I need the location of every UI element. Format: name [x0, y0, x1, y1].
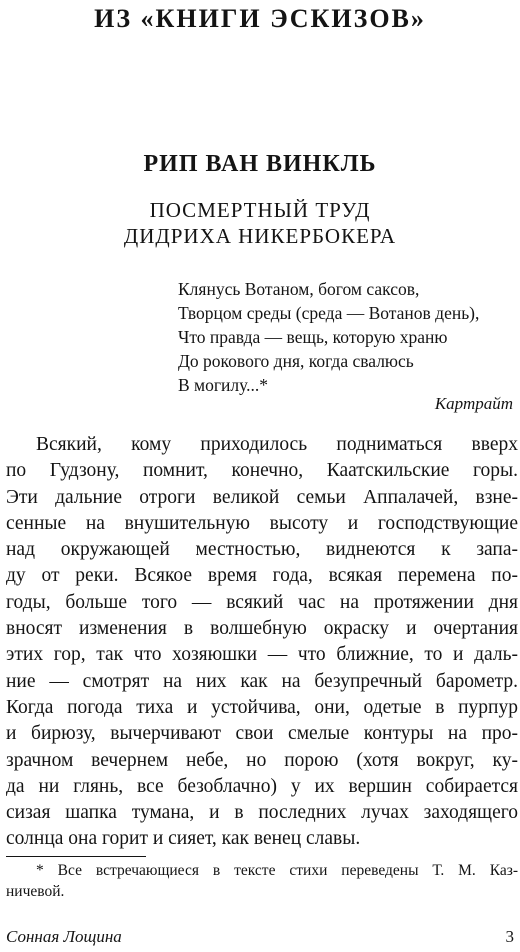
body-line: вносят изменения в волшебную окраску и очертания [6, 618, 518, 640]
body-line: да ни глянь, все безоблачно) у их вершин собирается [6, 775, 518, 797]
body-line: годы, больше того — всякий час на протяжении дня [6, 591, 518, 613]
epigraph-author: Картрайт [434, 394, 513, 413]
epigraph-line: Творцом среды (среда — Вотанов день), [178, 303, 480, 323]
body-line: Когда погода тиха и устойчива, они, одетые в пурпур [6, 696, 518, 718]
epigraph-line: Клянусь Вотаном, богом саксов, [178, 279, 420, 299]
body-line: Эти дальние отроги великой семьи Аппалачей, взне- [6, 486, 518, 508]
body-line: ние — смотрят на них как на безупречный барометр. [6, 670, 518, 692]
epigraph-line: Что правда — вещь, которую храню [178, 327, 448, 347]
subtitle-line: ДИДРИХА НИКЕРБОКЕРА [123, 224, 397, 248]
body-line: зрачном вечернем небе, но порою (хотя вокруг, ку- [6, 749, 518, 771]
story-title: РИП ВАН ВИНКЛЬ [143, 151, 377, 177]
subtitle-line: ПОСМЕРТНЫЙ ТРУД [149, 198, 371, 222]
body-line: солнца она горит и сияет, как венец славы. [6, 828, 361, 850]
footnote-line: * Все встречающиеся в тексте стихи переведены Т. М. Каз- [36, 862, 518, 879]
body-line: сизая шапка тумана, и в последних лучах заходящего [6, 802, 518, 824]
footnote [6, 860, 518, 902]
epigraph-line: До рокового дня, когда свалюсь [178, 351, 414, 371]
body-line: сенные на внушительную высоту и господствующие [6, 512, 518, 534]
page-number: 3 [505, 927, 514, 946]
running-title: Сонная Лощина [6, 927, 122, 946]
footnote-rule [6, 856, 146, 857]
section-title: ИЗ «КНИГИ ЭСКИЗОВ» [94, 4, 426, 33]
body-line: Всякий, кому приходилось подниматься вверх [36, 434, 518, 455]
body-line: этих гор, так что хозяюшки — что ближние, то и даль- [6, 644, 518, 666]
epigraph-line: В могилу...* [178, 375, 269, 395]
footnote-line: ничевой. [6, 883, 65, 900]
body-line: по Гудзону, помнит, конечно, Каатскильские горы. [6, 460, 518, 482]
subtitle [0, 197, 520, 249]
body-line: и бирюзу, вычерчивают свои смелые контуры на про- [6, 723, 518, 745]
epigraph [178, 277, 518, 397]
body-line: над окружающей местностью, виднеются к запа- [6, 539, 518, 561]
body-line: ду от реки. Всякое время года, всякая перемена по- [6, 565, 518, 587]
body-paragraph [6, 432, 518, 853]
